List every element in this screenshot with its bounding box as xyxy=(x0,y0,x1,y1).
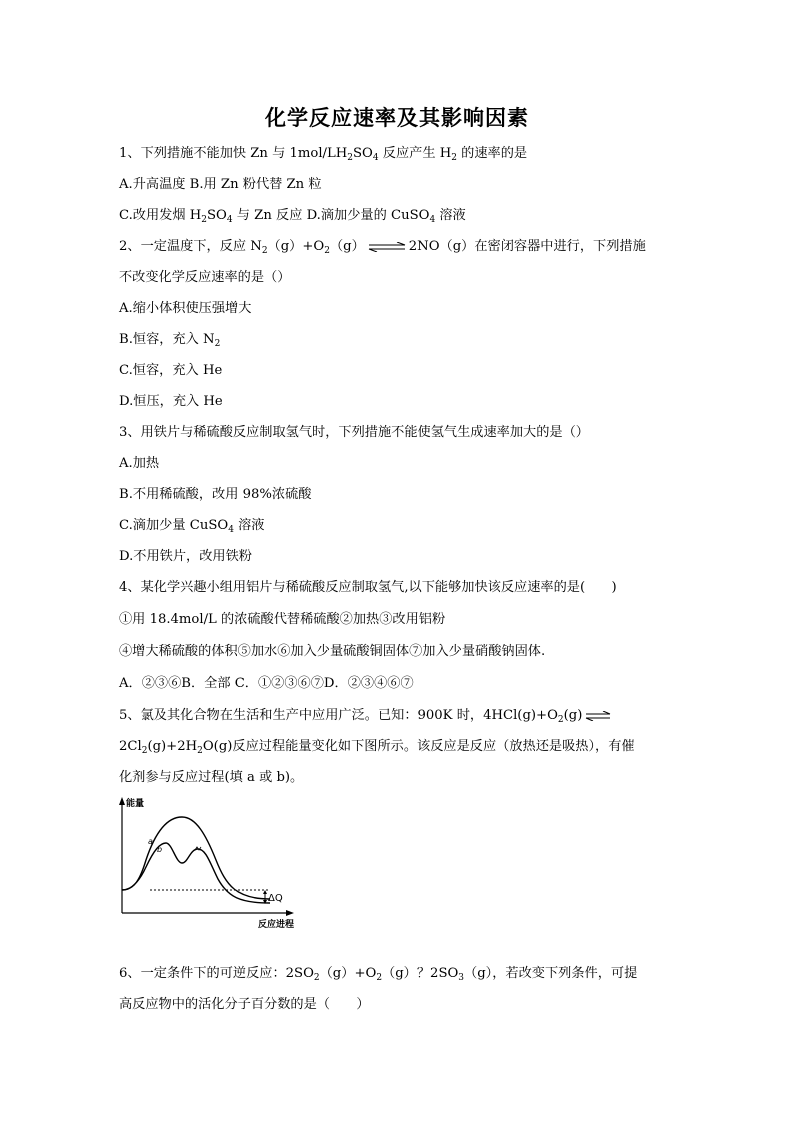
q5-stem-line1: 5、氯及其化合物在生活和生产中应用广泛。已知：900K 时，$4HCl(g)+O_2(g)$ xyxy=(119,707,614,725)
q3-stem: 3、用铁片与稀硫酸反应制取氢气时，下列措施不能使氢气生成速率加大的是（） xyxy=(119,425,589,440)
q2-stem-line1: 2、一定温度下，反应 $N_2(g)+O_2(g)$ 2NO（g）在密闭容器中进行，下列措施 xyxy=(119,239,646,256)
equilibrium-arrow-icon xyxy=(584,711,612,721)
q2-option-a: A.缩小体积使压强增大 xyxy=(119,301,252,316)
curve-b xyxy=(122,843,270,903)
q4-items-line2: ④增大稀硫酸的体积⑤加水⑥加入少量硫酸铜固体⑦加入少量硝酸钠固体. xyxy=(119,644,546,659)
q5-stem-line3: 化剂参与反应过程(填 a 或 b)。 xyxy=(119,770,304,785)
q1-options-cd: C.改用发烟 $H_2SO_4$ 与 Zn 反应 D.滴加少量的 CuSO$_4$ 溶液 xyxy=(119,208,466,225)
q4-options: A．②③⑥B．全部 C．①②③⑥⑦D．②③④⑥⑦ xyxy=(119,676,414,691)
q1-stem: 1、下列措施不能加快 Zn 与 $1mol/LH_2SO_4$ 反应产生 $H_2$ 的速率的是 xyxy=(119,146,528,163)
page-title: 化学反应速率及其影响因素 xyxy=(265,106,529,130)
q6-stem-line1: 6、一定条件下的可逆反应：$2SO_2(g)+O_2(g)$？$2SO_3(g)$，若改变下列条件，可提 xyxy=(119,966,638,983)
q2-option-b: B.恒容，充入 $N_2$ xyxy=(119,332,221,349)
q2-stem-line2: 不改变化学反应速率的是（） xyxy=(119,270,291,285)
q3-option-a: A.加热 xyxy=(119,456,160,471)
y-axis-label: 能量 xyxy=(126,799,145,809)
q3-option-b: B.不用稀硫酸，改用 98%浓硫酸 xyxy=(119,487,312,502)
curve-a-label: a xyxy=(148,837,153,846)
energy-profile-chart xyxy=(110,795,310,935)
x-axis-arrow xyxy=(286,910,294,916)
q4-stem: 4、某化学兴趣小组用铝片与稀硫酸反应制取氢气,以下能够加快该反应速率的是( ) xyxy=(119,580,617,595)
curve-a xyxy=(122,817,270,899)
q6-stem-line2: 高反应物中的活化分子百分数的是（ ） xyxy=(119,997,370,1012)
delta-q-label: ΔQ xyxy=(268,893,283,904)
q4-items-line1: ①用 18.4mol/L 的浓硫酸代替稀硫酸②加热③改用铝粉 xyxy=(119,612,446,627)
q2-option-c: C.恒容，充入 He xyxy=(119,363,223,378)
q3-option-c: C.滴加少量 CuSO$_4$ 溶液 xyxy=(119,518,265,535)
y-axis-arrow xyxy=(119,797,125,805)
q3-option-d: D.不用铁片，改用铁粉 xyxy=(119,549,252,564)
x-axis-label: 反应进程 xyxy=(258,920,295,930)
equilibrium-arrow-icon xyxy=(367,242,407,252)
curve-b-label: b xyxy=(157,845,163,854)
q5-stem-line2: $2Cl_2(g)+2H_2O(g)$反应过程能量变化如下图所示。该反应是反应（放热还是吸热），有催 xyxy=(119,739,635,756)
q2-option-d: D.恒压，充入 He xyxy=(119,394,223,409)
q1-options-ab: A.升高温度 B.用 Zn 粉代替 Zn 粒 xyxy=(119,177,322,192)
